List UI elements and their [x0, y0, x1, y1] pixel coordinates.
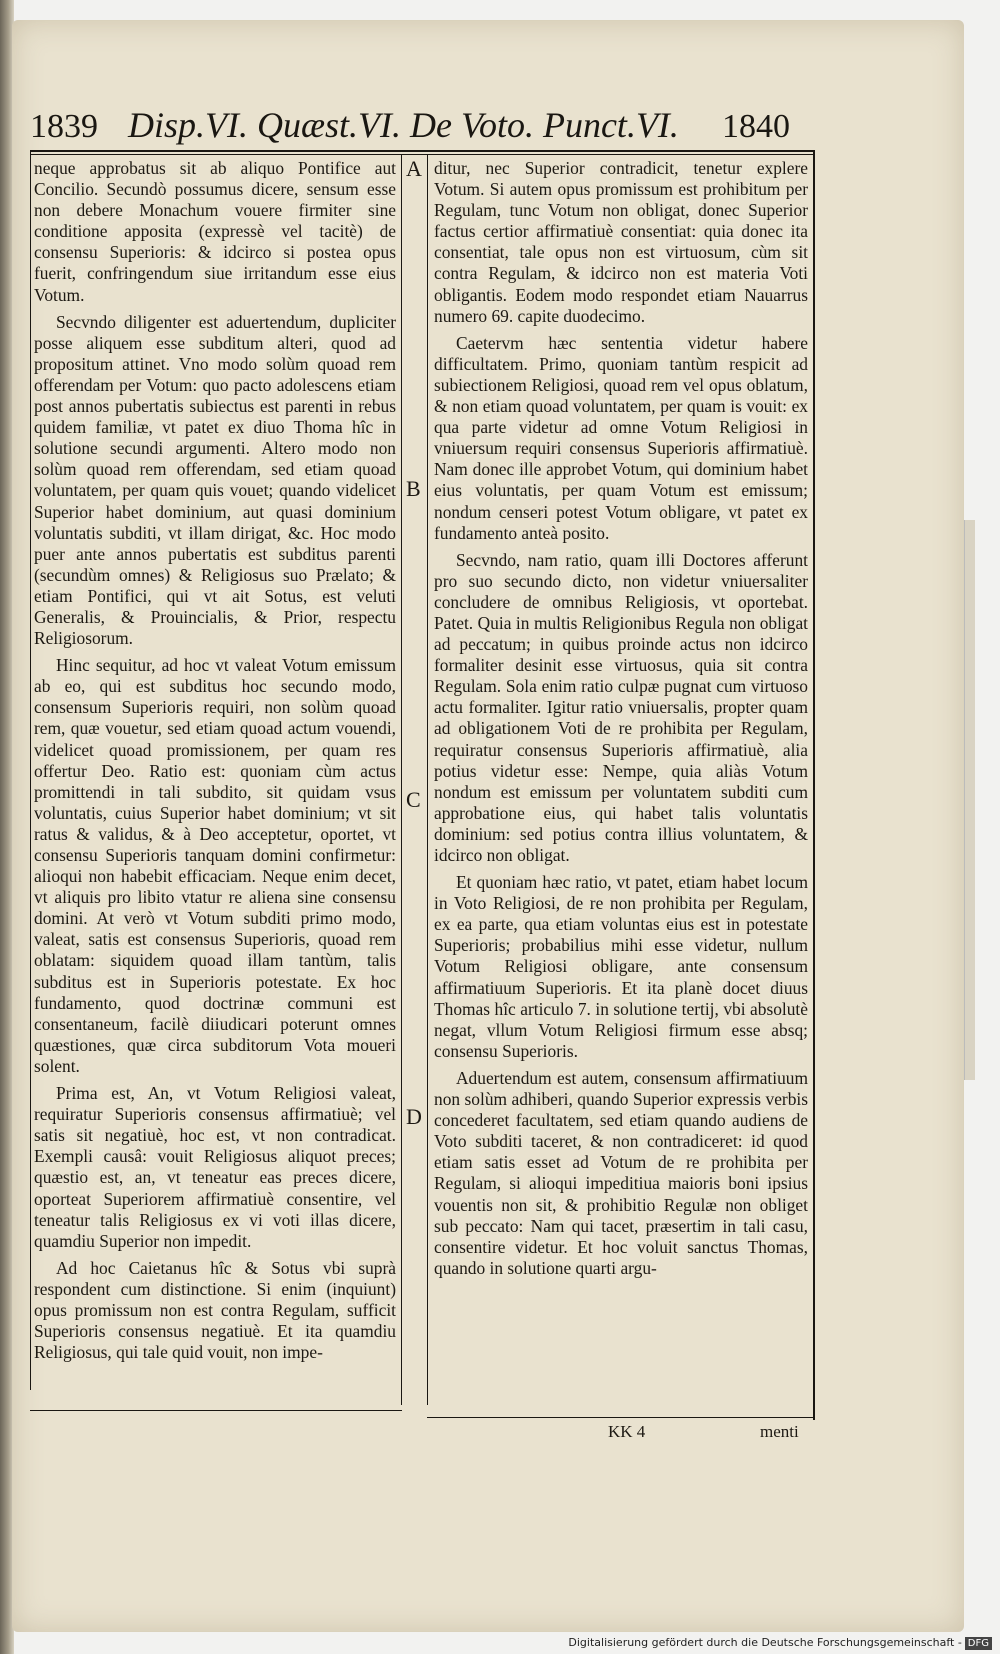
right-paragraph-3: Secvndo, nam ratio, quam illi Doctores afferunt pro suo secundo dicto, non videtur vniuersaliter concludere de omnibus Religiosis, vt oportebat. Patet. Quia in multis Religionibus Regula non obligat ad peccatum; in quibus proinde actus non idcirco formaliter desinit esse virtuosus, quia sit contra Regulam. Sola enim ratio culpæ pugnat cum virtuoso actu formaliter. Igitur ratio vniuersalis, propter quam ad obligationem Voti de re prohibita per Regulam, requiratur consensus Superioris affirmatiuè, alia potius videtur esse: Nempe, quia aliàs Votum nondum est emissum per voluntatem subditi cum approbatione eius, qui habet talis voluntatis dominium: sed potius contra illius voluntatem, & idcirco non obligat.	[434, 549, 808, 865]
column-divider-right	[427, 155, 428, 1405]
margin-letter-d: D	[406, 1104, 422, 1129]
margin-letter-c: C	[406, 787, 421, 812]
frame-right-rule	[813, 150, 815, 1420]
frame-bottom-rule-right	[427, 1417, 814, 1418]
margin-letter-a: A	[406, 156, 422, 181]
dfg-logo: DFG	[965, 1637, 992, 1650]
column-divider-left	[401, 155, 402, 1405]
catchword: menti	[760, 1422, 799, 1441]
right-paragraph-5: Aduertendum est autem, consensum affirmatiuum non solùm adhiberi, quando Superior expressis verbis concederet facultatem, sed etiam quando audiens de Voto subditi taceret, & non contradiceret: id quod etiam satis esset ad Votum de re prohibita per Regulam, si alioqui impeditiua maioris boni ipsius vouentis non sit, & prohibitio Regulæ non obliget sub peccato: Nam qui tacet, præsertim in tali casu, consentire videtur. Et hoc voluit sanctus Thomas, quando in solutione quarti argu-	[434, 1067, 808, 1278]
left-paragraph-3: Hinc sequitur, ad hoc vt valeat Votum emissum ab eo, qui est subditus hoc secundo modo, consensum Superioris requiri, non solùm quoad rem, quæ vouetur, sed etiam quoad actum vouendi, videlicet quoad promissionem, per quam res offertur Deo. Ratio est: quoniam cùm actus promittendi in tali subdito, sit quidam vsus voluntatis, cuius Superior habet dominium; vt sit ratus & validus, & à Deo acceptetur, oportet, vt consensu Superioris tanquam domini confirmetur: alioqui non habebit efficaciam. Neque enim decet, vt aliquis pro libito vtatur re aliena sine consensu domini. At verò vt Votum subditi primo modo, valeat, satis est consensus Superioris, quoad rem oblatam: siquidem quoad illam tantùm, talis subditus est in Superioris potestate. Ex hoc fundamento, quod doctrinæ communi est consentaneum, facilè diiudicari poterunt omnes quæstiones, quæ circa subditorum Vota moueri solent.	[34, 655, 396, 1076]
right-paragraph-1: ditur, nec Superior contradicit, tenetur explere Votum. Si autem opus promissum est prohibitum per Regulam, tunc Votum non obligat, donec Superior factus certior affirmatiuè consentiat: quia donec ita consentiat, tale opus non est virtuosum, cùm sit contra Regulam, & idcirco non est materia Voti obligantis. Eodem modo respondet etiam Nauarrus numero 69. capite duodecimo.	[434, 158, 808, 326]
left-paragraph-4: Prima est, An, vt Votum Religiosi valeat, requiratur Superioris consensus affirmatiuè; vel satis sit negatiuè, hoc est, vt non contradicat. Exempli causâ: vouit Religiosus aliquot preces; quæstio est, an, vt teneatur eas preces dicere, oporteat Superiorem affirmatiuè consentire, vel teneatur talis Religiosus ex vi voti illas dicere, quamdiu Superior non impedit.	[34, 1083, 396, 1251]
frame-top-rule	[30, 150, 814, 152]
page-number-right: 1840	[722, 108, 790, 145]
frame-top-rule-thin	[30, 154, 814, 155]
credit-text: Digitalisierung gefördert durch die Deutsche Forschungsgemeinschaft -	[568, 1636, 962, 1649]
left-paragraph-1: neque approbatus sit ab aliquo Pontifice aut Concilio. Secundò possumus dicere, sensum esse non debere Monachum vouere firmiter sine conditione apposita (expressè vel tacitè) de consensu Superioris: & idcirco si postea opus fuerit, confringendum siue irritandum esse eius Votum.	[34, 158, 396, 305]
margin-letter-b: B	[406, 476, 421, 501]
page-edge	[964, 520, 975, 1080]
left-paragraph-2: Secvndo diligenter est aduertendum, dupliciter posse aliquem esse subditum alteri, quod ad propositum attinet. Vno modo solùm quoad rem offerendam per Votum: quo pacto adolescens etiam post annos pubertatis subiectus est parenti in rebus quidem familiæ, vt patet ex diuo Thoma hîc in solutione secundi argumenti. Altero modo non solùm quoad rem offerendam, sed etiam quoad voluntatem, per quam quis vouet; quando videlicet Superior habet dominium, aut quasi dominium voluntatis subditi, vt illam dirigat, &c. Hoc modo puer ante annos pubertatis est subditus parenti (secundùm omnes) & Religiosus suo Prælato; & etiam Pontifici, qui vt ait Sotus, est veluti Generalis, & Prouincialis, & Prior, respectu Religiosorum.	[34, 311, 396, 649]
right-paragraph-4: Et quoniam hæc ratio, vt patet, etiam habet locum in Voto Religiosi, de re non prohibita per Regulam, ex ea parte, qua etiam voluntas eius est in potestate Superioris; probabilius mihi esse videtur, nullum Votum Religiosi obligare, ante consensum affirmatiuum Superioris. Et ita planè docet diuus Thomas hîc articulo 7. in solutione tertij, vbi absolutè negat, vllum Votum Religiosi firmum esse absq; consensu Superioris.	[434, 872, 808, 1061]
running-head: Disp.VI. Quæst.VI. De Voto. Punct.VI.	[128, 105, 679, 145]
frame-bottom-rule-left	[30, 1410, 402, 1411]
right-paragraph-2: Caetervm hæc sententia videtur habere difficultatem. Primo, quoniam tantùm respicit ad subiectionem Religiosi, quoad rem vel opus oblatum, & non etiam quoad voluntatem, per quam is vouit: ex qua parte videtur ad omne Votum Religiosi in vniuersum requiri consensus Superioris affirmatiuè. Nam donec ille approbet Votum, qui dominium habet eius voluntatis, per quam Votum est emissum; nondum censeri potest Votum obligare, vt patet ex fundamento anteà posito.	[434, 332, 808, 543]
frame-left-rule	[30, 150, 31, 1390]
signature-mark: KK 4	[608, 1422, 646, 1441]
right-column	[434, 158, 808, 1285]
left-column	[34, 158, 396, 1369]
left-paragraph-5: Ad hoc Caietanus hîc & Sotus vbi suprà respondent cum distinctione. Si enim (inquiunt) opus promissum non est contra Regulam, sufficit Superioris consensus negatiuè. Et ita quamdiu Religiosus, qui tale quid vouit, non impe-	[34, 1257, 396, 1363]
digitization-credit	[568, 1636, 992, 1650]
page-number-left: 1839	[30, 108, 98, 145]
